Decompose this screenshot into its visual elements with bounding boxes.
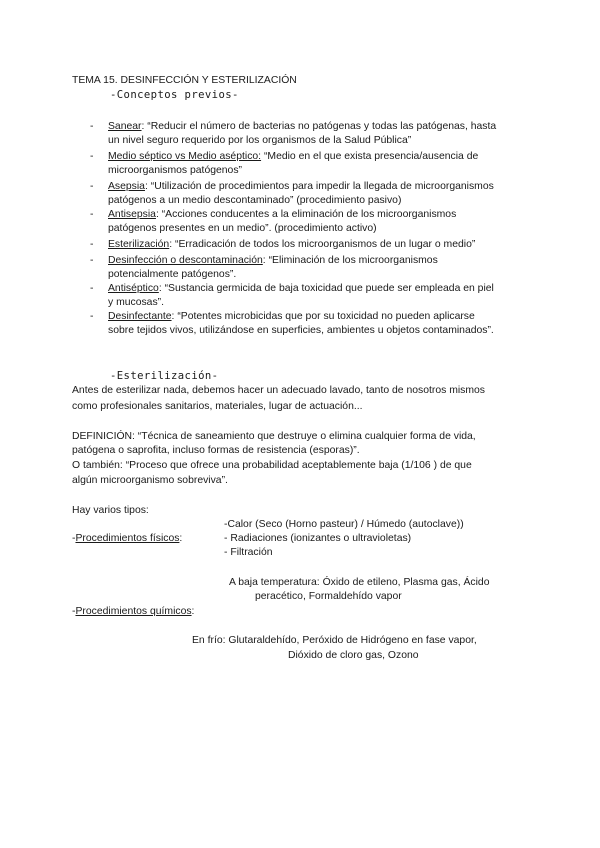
term-antiseptico: Antiséptico xyxy=(108,283,159,294)
label-text: Procedimientos físicos xyxy=(75,533,180,544)
bullet-dash: - xyxy=(90,181,94,192)
term-desinfectante: Desinfectante xyxy=(108,311,172,322)
physical-procedures-label xyxy=(72,532,182,545)
definition-text: microorganismos patógenos” xyxy=(108,165,242,176)
definition-line: O también: “Proceso que ofrece una probabilidad aceptablemente baja (1/106 ) de que xyxy=(72,460,472,471)
term-esterilizacion: Esterilización xyxy=(108,239,170,250)
definition-line: DEFINICIÓN: “Técnica de saneamiento que destruye o elimina cualquier forma de vida, xyxy=(72,431,476,442)
definition-text: “Medio en el que exista presencia/ausencia de xyxy=(261,151,479,162)
bullet-dash: - xyxy=(90,121,94,132)
definition-text: patógenos a un medio descontaminado” (procedimiento pasivo) xyxy=(108,195,402,206)
term-sanear: Sanear xyxy=(108,121,142,132)
types-intro: Hay varios tipos: xyxy=(72,505,149,516)
term-asepsia: Asepsia xyxy=(108,181,145,192)
section-heading-esterilizacion: -Esterilización- xyxy=(110,370,219,382)
definition-text: patógenos presentes en un medio”. (procedimiento activo) xyxy=(108,223,377,234)
term-medio-septico: Medio séptico vs Medio aséptico: xyxy=(108,151,262,162)
paragraph-line: como profesionales sanitarios, materiales, lugar de actuación... xyxy=(72,401,363,412)
document-title: TEMA 15. DESINFECCIÓN Y ESTERILIZACIÓN xyxy=(72,75,297,86)
definition-text: : “Acciones conducentes a la eliminación de los microorganismos xyxy=(155,209,457,220)
label-suffix: : xyxy=(191,606,195,617)
bullet-dash: - xyxy=(90,283,94,294)
definition-text: un nivel seguro requerido por los organismos de la Salud Pública” xyxy=(108,135,412,146)
bullet-dash: - xyxy=(90,151,94,162)
bullet-dash: - xyxy=(90,311,94,322)
term-antisepsia: Antisepsia xyxy=(108,209,156,220)
label-suffix: : xyxy=(179,533,183,544)
label-prefix: - xyxy=(72,533,76,544)
cold-line: En frío: Glutaraldehído, Peróxido de Hidrógeno en fase vapor, xyxy=(192,635,477,646)
paragraph-line: Antes de esterilizar nada, debemos hacer un adecuado lavado, tanto de nosotros mismos xyxy=(72,385,485,396)
definition-text: : “Reducir el número de bacterias no patógenas y todas las patógenas, hasta xyxy=(141,121,497,132)
definition-line: patógena o saprofita, incluso formas de resistencia (esporas)”. xyxy=(72,445,360,456)
low-temp-line: A baja temperatura: Óxido de etileno, Plasma gas, Ácido xyxy=(229,577,490,588)
physical-item: - Radiaciones (ionizantes o ultravioletas) xyxy=(224,533,412,544)
physical-item: -Calor (Seco (Horno pasteur) / Húmedo (autoclave)) xyxy=(224,519,464,530)
chemical-procedures-label xyxy=(72,605,194,618)
low-temp-line: peracético, Formaldehído vapor xyxy=(255,591,402,602)
term-desinfeccion: Desinfección o descontaminación xyxy=(108,255,263,266)
bullet-dash: - xyxy=(90,239,94,250)
label-text: Procedimientos químicos xyxy=(75,606,192,617)
label-prefix: - xyxy=(72,606,76,617)
bullet-dash: - xyxy=(90,255,94,266)
definition-text: : “Potentes microbicidas que por su toxicidad no pueden aplicarse xyxy=(171,311,475,322)
physical-item: - Filtración xyxy=(224,547,273,558)
definition-text: sobre tejidos vivos, utilizándose en superficies, ambientes u objetos contaminados”. xyxy=(108,325,494,336)
bullet-dash: - xyxy=(90,209,94,220)
definition-text: : “Sustancia germicida de baja toxicidad que puede ser empleada en piel xyxy=(158,283,494,294)
definition-text: : “Utilización de procedimientos para impedir la llegada de microorganismos xyxy=(144,181,494,192)
definition-text: : “Erradicación de todos los microorganismos de un lugar o medio” xyxy=(169,239,476,250)
section-heading-conceptos: -Conceptos previos- xyxy=(110,89,239,101)
definition-text: potencialmente patógenos”. xyxy=(108,269,237,280)
cold-line: Dióxido de cloro gas, Ozono xyxy=(288,650,419,661)
definition-text: : “Eliminación de los microorganismos xyxy=(262,255,438,266)
definition-line: algún microorganismo sobreviva”. xyxy=(72,475,228,486)
definition-text: y mucosas”. xyxy=(108,297,165,308)
